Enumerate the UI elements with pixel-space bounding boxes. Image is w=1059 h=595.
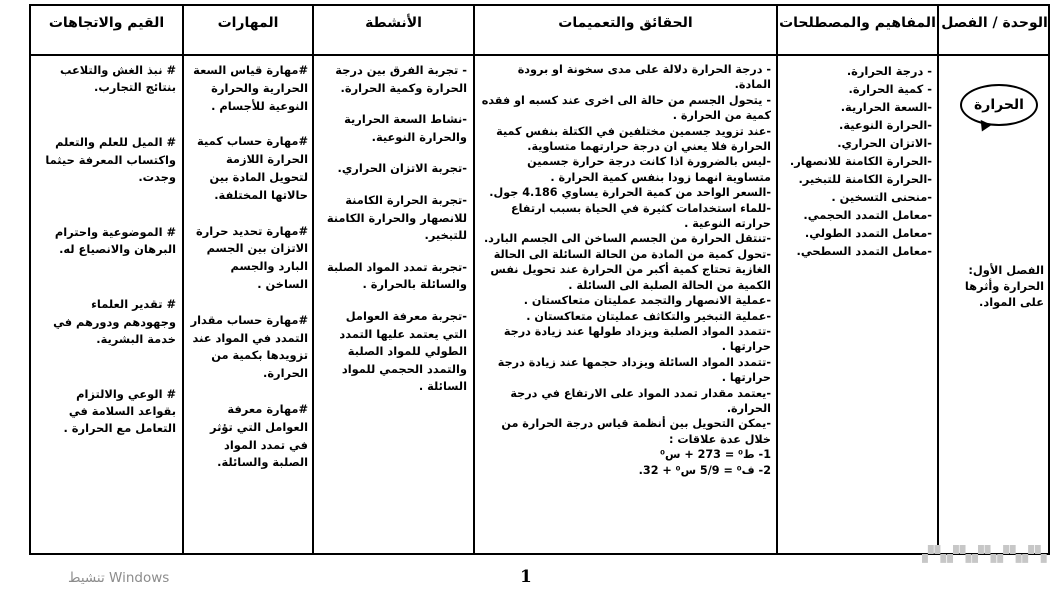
column-divider — [312, 4, 314, 555]
list-item: -عند تزويد جسمين مختلفين في الكتلة بنفس كمية الحرارة فلا يعني ان درجة حرارتهما متساوية. — [496, 124, 771, 154]
list-item: -تجربة معرفة العوامل التي يعتمد عليها التمدد الطولي للمواد الصلبة والتمدد الحجمي للمواد السائلة . — [339, 308, 467, 394]
list-item: - تجربة الفرق بين درجة الحرارة وكمية الحرارة. — [335, 63, 467, 95]
list-item: -تجربة الحرارة الكامنة للانصهار والحرارة الكامنة للتبخير. — [326, 192, 467, 243]
header-concepts: المفاهيم والمصطلحات — [779, 15, 936, 31]
list-item: #مهارة حساب كمية الحرارة اللازمة لتحويل المادة بين حالاتها المختلفة. — [197, 134, 308, 202]
list-item: -معامل التمدد الطولي. — [804, 226, 932, 240]
list-item: -تجربة تمدد المواد الصلبة والسائلة بالحرارة . — [326, 259, 467, 292]
list-item: -معامل التمدد الحجمي. — [803, 208, 932, 222]
list-item: -الحرارة الكامنة للانصهار. — [789, 154, 932, 168]
list-item: -الحرارة النوعية. — [839, 118, 932, 132]
list-item: -السعة الحرارية. — [840, 100, 932, 114]
list-item: -ليس بالضرورة اذا كانت درجة حرارة جسمين متساوية انهما زودا بنفس كمية الحرارة . — [527, 155, 771, 184]
list-item: -للماء استخدامات كثيرة في الحياة بسبب ارتفاع حرارته النوعية . — [510, 201, 771, 231]
list-item: - كمية الحرارة. — [848, 82, 932, 96]
list-item: #مهارة معرفة العوامل التي تؤثر في تمدد المواد الصلبة والسائلة. — [210, 401, 308, 470]
list-item: - درجة الحرارة دلالة على مدى سخونة او برودة المادة. — [517, 63, 771, 92]
formula: 1- ط⁰ = 273 + س⁰ — [660, 448, 771, 462]
list-item: # تقدير العلماء وجهودهم ودورهم في خدمة البشرية. — [53, 297, 176, 346]
column-divider — [937, 4, 939, 555]
list-item: -تنتقل الحرارة من الجسم الساخن الى الجسم البارد. — [483, 232, 771, 246]
list-item: #مهارة قياس السعة الحرارية والحرارة النوعية للأجسام . — [193, 63, 308, 113]
chapter-title: الفصل الأول: الحرارة وأثرها على المواد. — [964, 263, 1044, 309]
list-item: -تتمدد المواد السائلة ويزداد حجمها عند زيادة درجة حرارتها . — [497, 355, 771, 385]
header-values: القيم والاتجاهات — [48, 15, 165, 31]
page-number: 1 — [520, 567, 532, 587]
list-item: -الحرارة الكامنة للتبخير. — [798, 172, 932, 186]
column-divider — [473, 4, 475, 555]
list-item: -تجربة الاتزان الحراري. — [337, 161, 467, 176]
header-skills: المهارات — [217, 15, 279, 31]
list-item: -يعتمد مقدار تمدد المواد على الارتفاع في درجة الحرارة. — [510, 386, 771, 415]
header-activities: الأنشطة — [365, 15, 422, 31]
header-unit: الوحدة / الفصل — [941, 15, 1048, 31]
list-item: -منحنى التسخين . — [831, 190, 932, 204]
concepts-list — [786, 62, 932, 260]
list-item: # نبذ الغش والتلاعب بنتائج التجارب. — [59, 63, 176, 95]
skills-list — [190, 62, 308, 472]
list-item: # الميل للعلم والتعلم واكتساب المعرفة حيثما وجدت. — [45, 135, 176, 184]
list-item: - درجة الحرارة. — [846, 64, 932, 78]
list-item: -معامل التمدد السطحي. — [796, 244, 932, 258]
list-item: -السعر الواحد من كمية الحرارة يساوي 4.186 جول. — [489, 186, 771, 200]
facts-list — [480, 62, 771, 478]
header-facts: الحقائق والتعميمات — [558, 15, 693, 31]
list-item: #مهارة حساب مقدار التمدد في المواد عند تزويدها بكمية من الحرارة. — [190, 312, 308, 381]
column-divider — [182, 4, 184, 555]
formula: 2- ف⁰ = 5/9 س⁰ + 32. — [638, 463, 771, 477]
list-item: -يمكن التحويل بين أنظمة قياس درجة الحرارة من خلال عدة علاقات : — [501, 417, 771, 446]
list-item: -الاتزان الحراري. — [837, 136, 932, 150]
list-item: -نشاط السعة الحرارية والحرارة النوعية. — [344, 112, 467, 144]
list-item: # الموضوعية واحترام البرهان والانصياع له. — [54, 225, 176, 257]
list-item: -تتمدد المواد الصلبة ويزداد طولها عند زيادة درجة حرارتها . — [503, 324, 771, 354]
values-list — [36, 62, 176, 438]
list-item: -عملية الانصهار والتجمد عمليتان متعاكستان . — [523, 294, 771, 308]
faded-watermark-art: ▞▚▞▚▞▚▞▚▞▚ — [922, 545, 1048, 563]
list-item: -عملية التبخير والتكاثف عمليتان متعاكستان . — [526, 309, 771, 323]
column-divider — [776, 4, 778, 555]
list-item: # الوعي والالتزام بقواعد السلامة في التعامل مع الحرارة . — [63, 387, 176, 436]
activities-list — [319, 62, 467, 396]
unit-title-bubble: الحرارة — [960, 84, 1038, 126]
windows-activation-watermark: تنشيط Windows — [68, 570, 170, 586]
list-item: - يتحول الجسم من حالة الى اخرى عند كسبه او فقده كمية من الحرارة . — [481, 93, 771, 123]
list-item: #مهارة تحديد حرارة الاتزان بين الجسم البارد والجسم الساخن . — [195, 223, 308, 291]
list-item: -تحول كمية من المادة من الحالة السائلة الى الحالة الغازية تحتاج كمية أكبر من الحرارة عند تحويل نفس الكمية من الحالة الصلبة الى السائلة . — [490, 247, 771, 292]
